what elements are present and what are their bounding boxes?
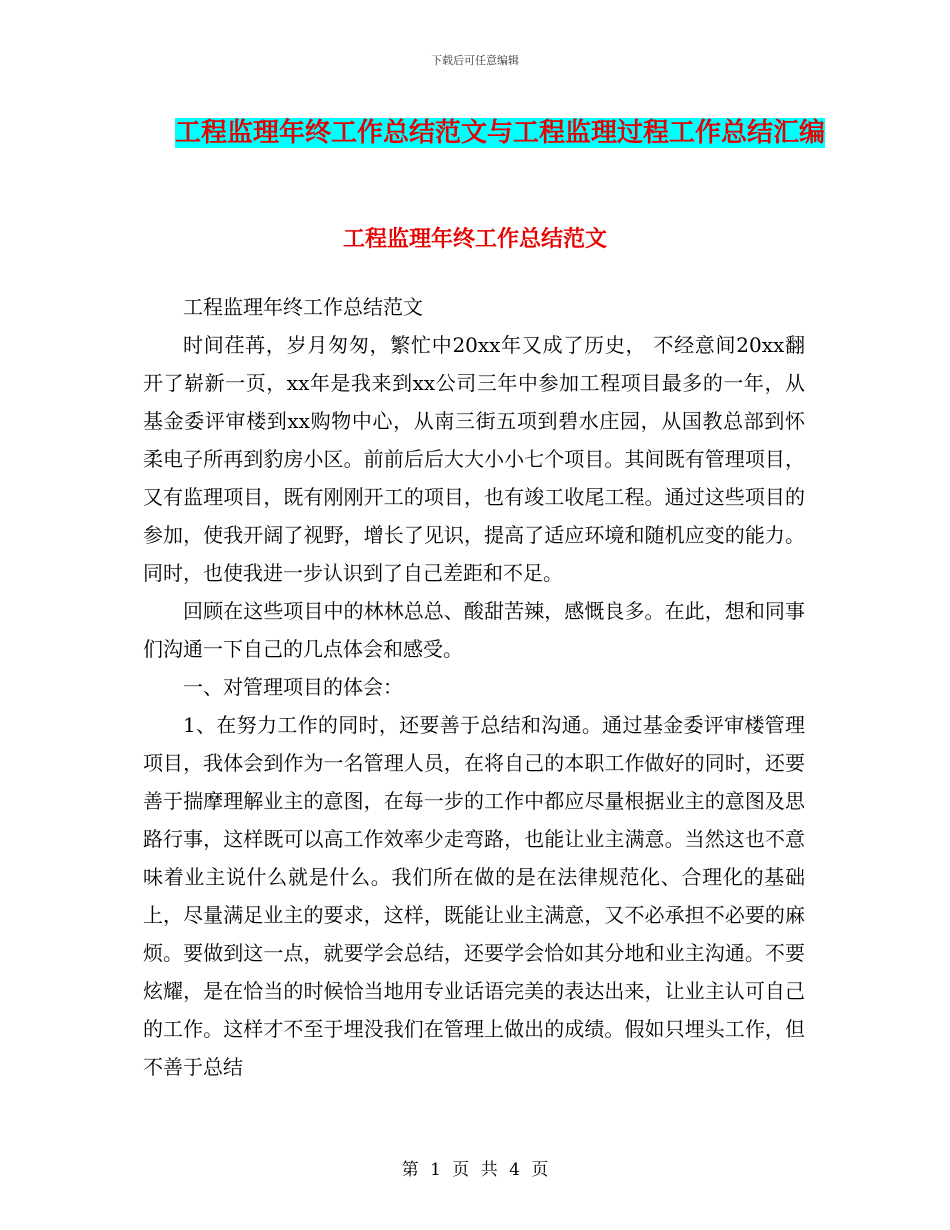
paragraph: 时间荏苒，岁月匆匆，繁忙中20xx年又成了历史， 不经意间20xx翻开了崭新一页，xx年是我来到xx公司三年中参加工程项目最多的一年，从基金委评审楼到xx购物中心，从南三街五项到碧水庄园，从国教总部到怀柔电子所再到豹房小区。前前后后大大小小七个项目。其间既有管理项目，又有监理项目，既有刚刚开工的项目，也有竣工收尾工程。通过这些项目的参加，使我开阔了视野，增长了见识，提高了适应环境和随机应变的能力。同时，也使我进一步认识到了自己差距和不足。 (143, 333, 805, 585)
page-footer: 第 1 页 共 4 页 (401, 1160, 549, 1180)
page-header-note: 下载后可任意编辑 (431, 54, 519, 67)
section-title: 工程监理年终工作总结范文 (342, 227, 607, 252)
paragraph: 回顾在这些项目中的林林总总、酸甜苦辣，感慨良多。在此，想和同事们沟通一下自己的几点体会和感受。 (143, 599, 805, 661)
document-title (140, 110, 860, 156)
paragraph: 工程监理年终工作总结范文 (183, 295, 423, 319)
document-title-text: 工程监理年终工作总结范文与工程监理过程工作总结汇编 (174, 118, 825, 148)
paragraph: 1、在努力工作的同时，还要善于总结和沟通。通过基金委评审楼管理项目，我体会到作为一名管理人员，在将自己的本职工作做好的同时，还要善于揣摩理解业主的意图，在每一步的工作中都应尽量根据业主的意图及思路行事，这样既可以高工作效率少走弯路，也能让业主满意。当然这也不意味着业主说什么就是什么。我们所在做的是在法律规范化、合理化的基础上，尽量满足业主的要求，这样，既能让业主满意，又不必承担不必要的麻烦。要做到这一点，就要学会总结，还要学会恰如其分地和业主沟通。不要炫耀，是在恰当的时候恰当地用专业话语完美的表达出来，让业主认可自己的工作。这样才不至于埋没我们在管理上做出的成绩。假如只埋头工作，但不善于总结 (143, 713, 805, 1079)
paragraph: 一、对管理项目的体会： (183, 675, 403, 699)
document-body (143, 288, 805, 1086)
